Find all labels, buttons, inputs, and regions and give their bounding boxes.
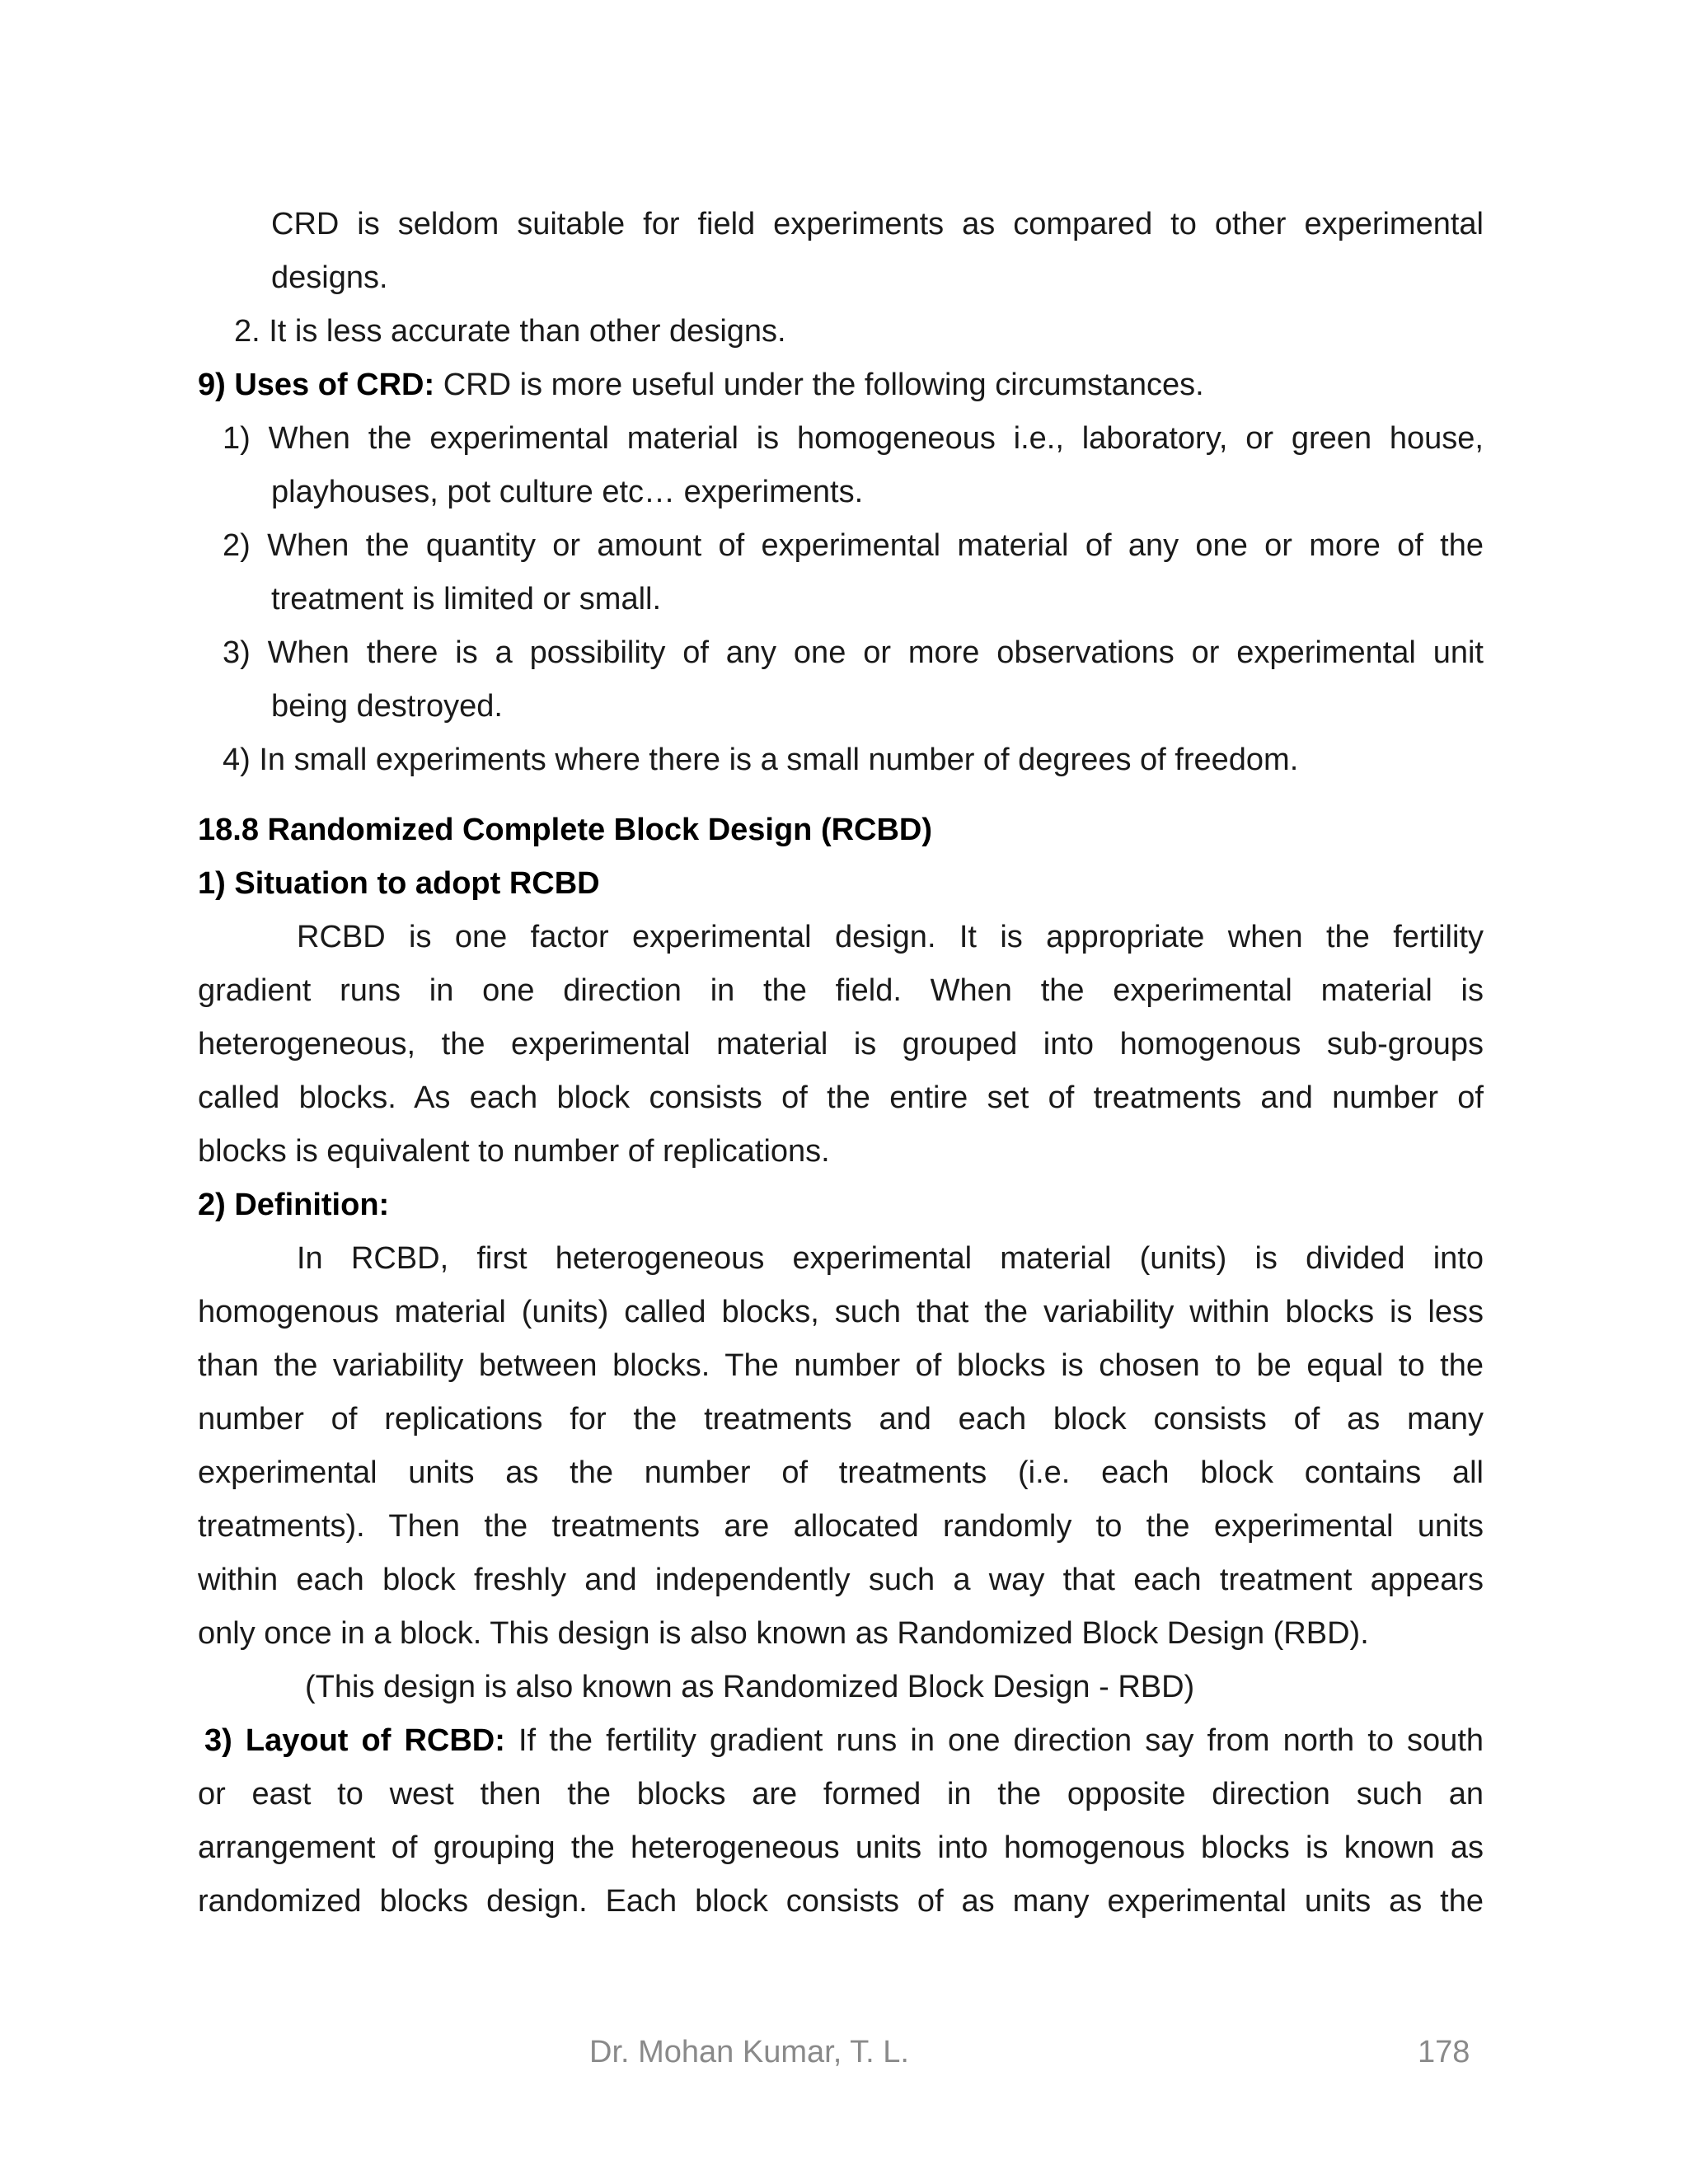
body-text: arrangement of grouping the heterogeneous units into homogenous blocks is known as xyxy=(198,1830,1484,1865)
body-text: number of replications for the treatments and each block consists of as many xyxy=(198,1402,1484,1436)
body-text: homogenous material (units) called blocks, such that the variability within blocks is less xyxy=(198,1295,1484,1329)
section-heading: 9) Uses of CRD: xyxy=(198,368,435,402)
page-footer xyxy=(0,2027,1688,2077)
body-text: randomized blocks design. Each block consists of as many experimental units as the xyxy=(198,1884,1484,1919)
body-text: CRD is seldom suitable for field experiments as compared to other experimental xyxy=(271,207,1484,241)
page-number: 178 xyxy=(1418,2035,1470,2069)
subsection-heading: 1) Situation to adopt RCBD xyxy=(198,866,600,901)
list-item: 1) When the experimental material is homogeneous i.e., laboratory, or green house, xyxy=(223,421,1484,456)
body-text: CRD is more useful under the following circumstances. xyxy=(434,368,1204,402)
body-text: In RCBD, first heterogeneous experimental material (units) is divided into xyxy=(297,1241,1484,1276)
note-text: (This design is also known as Randomized Block Design - RBD) xyxy=(305,1670,1195,1704)
body-text: RCBD is one factor experimental design. It is appropriate when the fertility xyxy=(297,920,1484,954)
page-body xyxy=(198,198,1484,1929)
subsection-heading: 2) Definition: xyxy=(198,1188,390,1222)
list-item: 3) When there is a possibility of any one or more observations or experimental unit xyxy=(223,635,1484,670)
list-item: 2) When the quantity or amount of experimental material of any one or more of the xyxy=(223,528,1484,563)
uses-paragraph xyxy=(198,359,1484,412)
body-text: designs. xyxy=(271,260,388,295)
body-text: called blocks. As each block consists of the entire set of treatments and number of xyxy=(198,1080,1484,1115)
list-item: 4) In small experiments where there is a small number of degrees of freedom. xyxy=(223,743,1299,777)
body-text: only once in a block. This design is also known as Randomized Block Design (RBD). xyxy=(198,1616,1369,1651)
body-text: blocks is equivalent to number of replications. xyxy=(198,1134,830,1169)
body-text: heterogeneous, the experimental material is grouped into homogenous sub-groups xyxy=(198,1027,1484,1062)
body-text: treatments). Then the treatments are allocated randomly to the experimental units xyxy=(198,1509,1484,1544)
body-text: within each block freshly and independently such a way that each treatment appears xyxy=(198,1563,1484,1597)
subsection-heading: 3) Layout of RCBD: xyxy=(204,1723,505,1758)
body-text: than the variability between blocks. The number of blocks is chosen to be equal to the xyxy=(198,1348,1484,1383)
body-text: If the fertility gradient runs in one direction say from north to south xyxy=(504,1723,1484,1758)
list-item-continuation: treatment is limited or small. xyxy=(271,582,662,616)
footer-author: Dr. Mohan Kumar, T. L. xyxy=(589,2035,909,2069)
list-item: 2. It is less accurate than other designs. xyxy=(234,314,786,349)
body-text: or east to west then the blocks are formed in the opposite direction such an xyxy=(198,1777,1484,1811)
list-item-continuation: being destroyed. xyxy=(271,689,503,724)
list-item-continuation: playhouses, pot culture etc… experiments. xyxy=(271,475,864,509)
body-text: experimental units as the number of treatments (i.e. each block contains all xyxy=(198,1455,1484,1490)
body-text: gradient runs in one direction in the field. When the experimental material is xyxy=(198,973,1484,1008)
section-title: 18.8 Randomized Complete Block Design (RCBD) xyxy=(198,813,933,847)
layout-paragraph xyxy=(198,1714,1484,1768)
